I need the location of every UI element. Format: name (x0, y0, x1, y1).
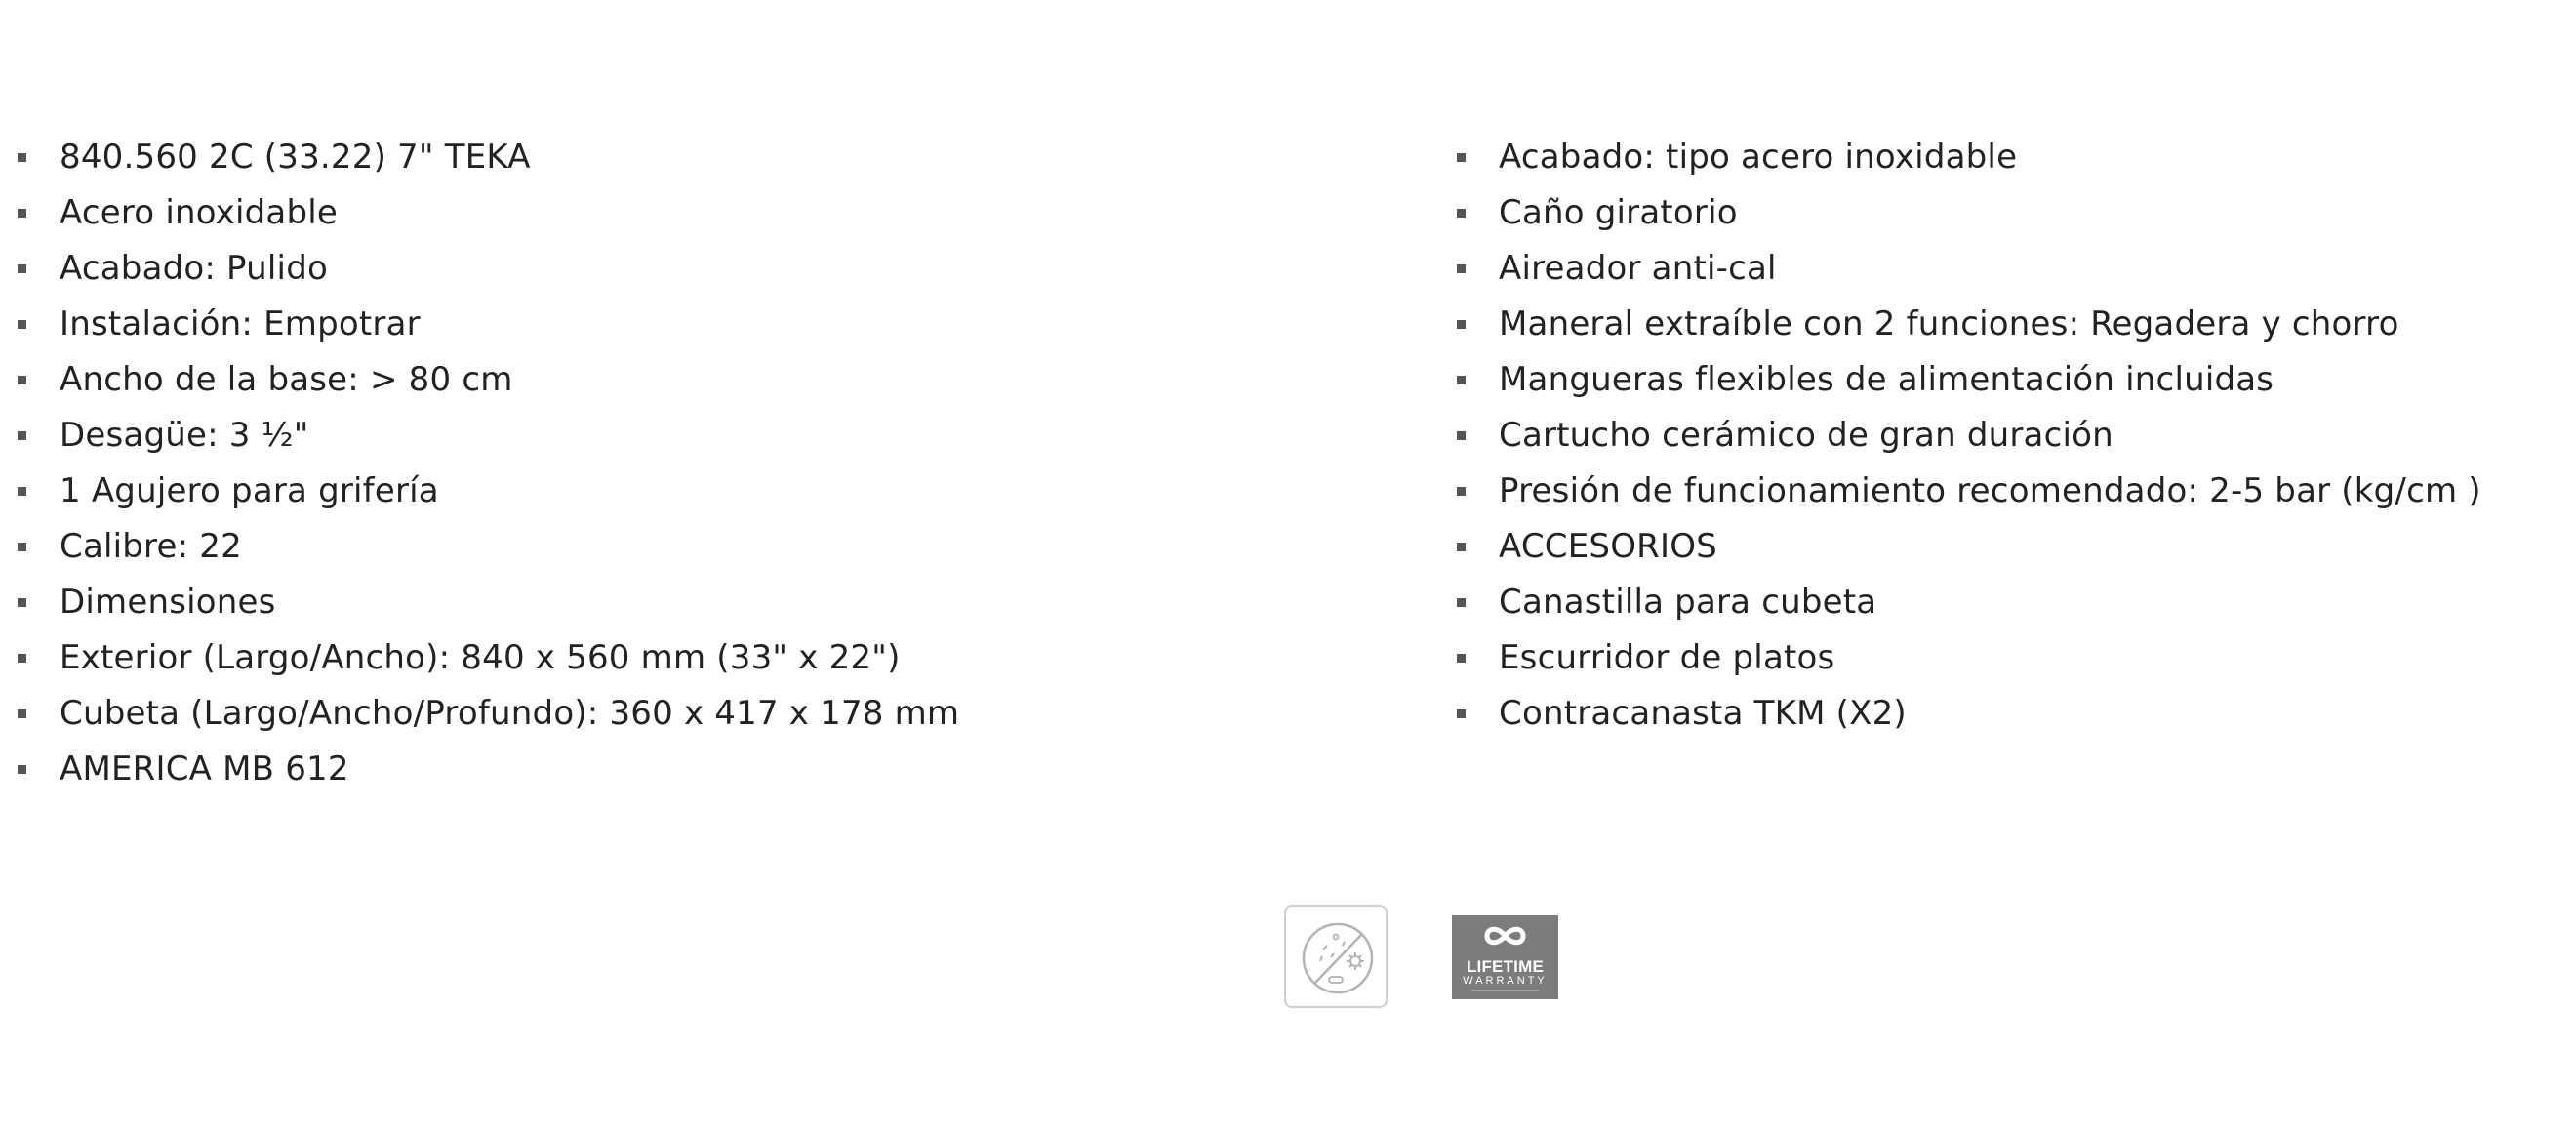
bullet-icon (1457, 264, 1466, 273)
spec-text: Maneral extraíble con 2 funciones: Regadera y chorro (1499, 304, 2399, 344)
list-item (0, 690, 1425, 746)
spec-text: ACCESORIOS (1499, 527, 1717, 566)
list-item (1439, 134, 2571, 189)
spec-text: AMERICA MB 612 (60, 749, 349, 788)
bullet-icon (18, 376, 26, 384)
divider (1471, 990, 1539, 991)
list-item (1439, 523, 2571, 579)
bullet-icon (1457, 598, 1466, 607)
spec-text: Contracanasta TKM (X2) (1499, 694, 1907, 733)
bullet-icon (1457, 487, 1466, 496)
list-item (1439, 690, 2571, 746)
bullet-icon (18, 543, 26, 551)
spec-text: Escurridor de platos (1499, 638, 1835, 677)
spec-text: Mangueras flexibles de alimentación incluidas (1499, 360, 2274, 399)
bullet-icon (18, 765, 26, 774)
bullet-icon (1457, 320, 1466, 329)
bullet-icon (18, 487, 26, 496)
bullet-icon (18, 209, 26, 218)
spec-text: Acero inoxidable (60, 193, 338, 232)
spec-text: Dimensiones (60, 583, 276, 622)
list-item (0, 356, 1425, 412)
list-item (1439, 412, 2571, 467)
bullet-icon (18, 153, 26, 162)
list-item (0, 634, 1425, 690)
list-item (1439, 467, 2571, 523)
warranty-title: LIFETIME (1466, 957, 1545, 976)
spec-text: Ancho de la base: > 80 cm (60, 360, 513, 399)
warranty-subtitle: WARRANTY (1463, 975, 1548, 987)
specs-list-left (0, 134, 1425, 801)
spec-text: Instalación: Empotrar (60, 304, 421, 344)
list-item (1439, 634, 2571, 690)
lifetime-warranty-badge (1452, 915, 1558, 999)
list-item (1439, 356, 2571, 412)
list-item (0, 189, 1425, 245)
list-item (1439, 245, 2571, 301)
spec-text: Acabado: tipo acero inoxidable (1499, 138, 2018, 177)
spec-text: Cartucho cerámico de gran duración (1499, 416, 2113, 455)
list-item (0, 579, 1425, 634)
bullet-icon (18, 320, 26, 329)
list-item (0, 523, 1425, 579)
feature-badges (0, 905, 2576, 1017)
list-item (0, 301, 1425, 356)
spec-text: Calibre: 22 (60, 527, 242, 566)
spec-text: Canastilla para cubeta (1499, 583, 1877, 622)
bullet-icon (1457, 376, 1466, 384)
bullet-icon (1457, 209, 1466, 218)
spec-text: 1 Agujero para grifería (60, 471, 439, 510)
list-item (0, 746, 1425, 801)
list-item (0, 134, 1425, 189)
bullet-icon (18, 654, 26, 663)
bullet-icon (1457, 654, 1466, 663)
bullet-icon (1457, 543, 1466, 551)
anti-limescale-icon (1286, 907, 1389, 1010)
anti-limescale-badge (1284, 905, 1388, 1008)
spec-text: Presión de funcionamiento recomendado: 2-5 bar (kg/cm ) (1499, 471, 2481, 510)
bullet-icon (1457, 153, 1466, 162)
list-item (0, 245, 1425, 301)
specs-list-right (1439, 134, 2571, 746)
spec-text: 840.560 2C (33.22) 7" TEKA (60, 138, 531, 177)
bullet-icon (18, 431, 26, 440)
spec-text: Exterior (Largo/Ancho): 840 x 560 mm (33" x 22") (60, 638, 901, 677)
list-item (0, 467, 1425, 523)
bullet-icon (18, 709, 26, 718)
bullet-icon (1457, 431, 1466, 440)
spec-text: Cubeta (Largo/Ancho/Profundo): 360 x 417 x 178 mm (60, 694, 960, 733)
spec-text: Caño giratorio (1499, 193, 1738, 232)
list-item (1439, 189, 2571, 245)
list-item (1439, 301, 2571, 356)
bullet-icon (18, 598, 26, 607)
product-specs (0, 134, 2576, 817)
spec-text: Acabado: Pulido (60, 249, 328, 288)
bullet-icon (1457, 709, 1466, 718)
list-item (1439, 579, 2571, 634)
bullet-icon (18, 264, 26, 273)
spec-text: Desagüe: 3 ½" (60, 416, 309, 455)
list-item (0, 412, 1425, 467)
spec-text: Aireador anti-cal (1499, 249, 1777, 288)
